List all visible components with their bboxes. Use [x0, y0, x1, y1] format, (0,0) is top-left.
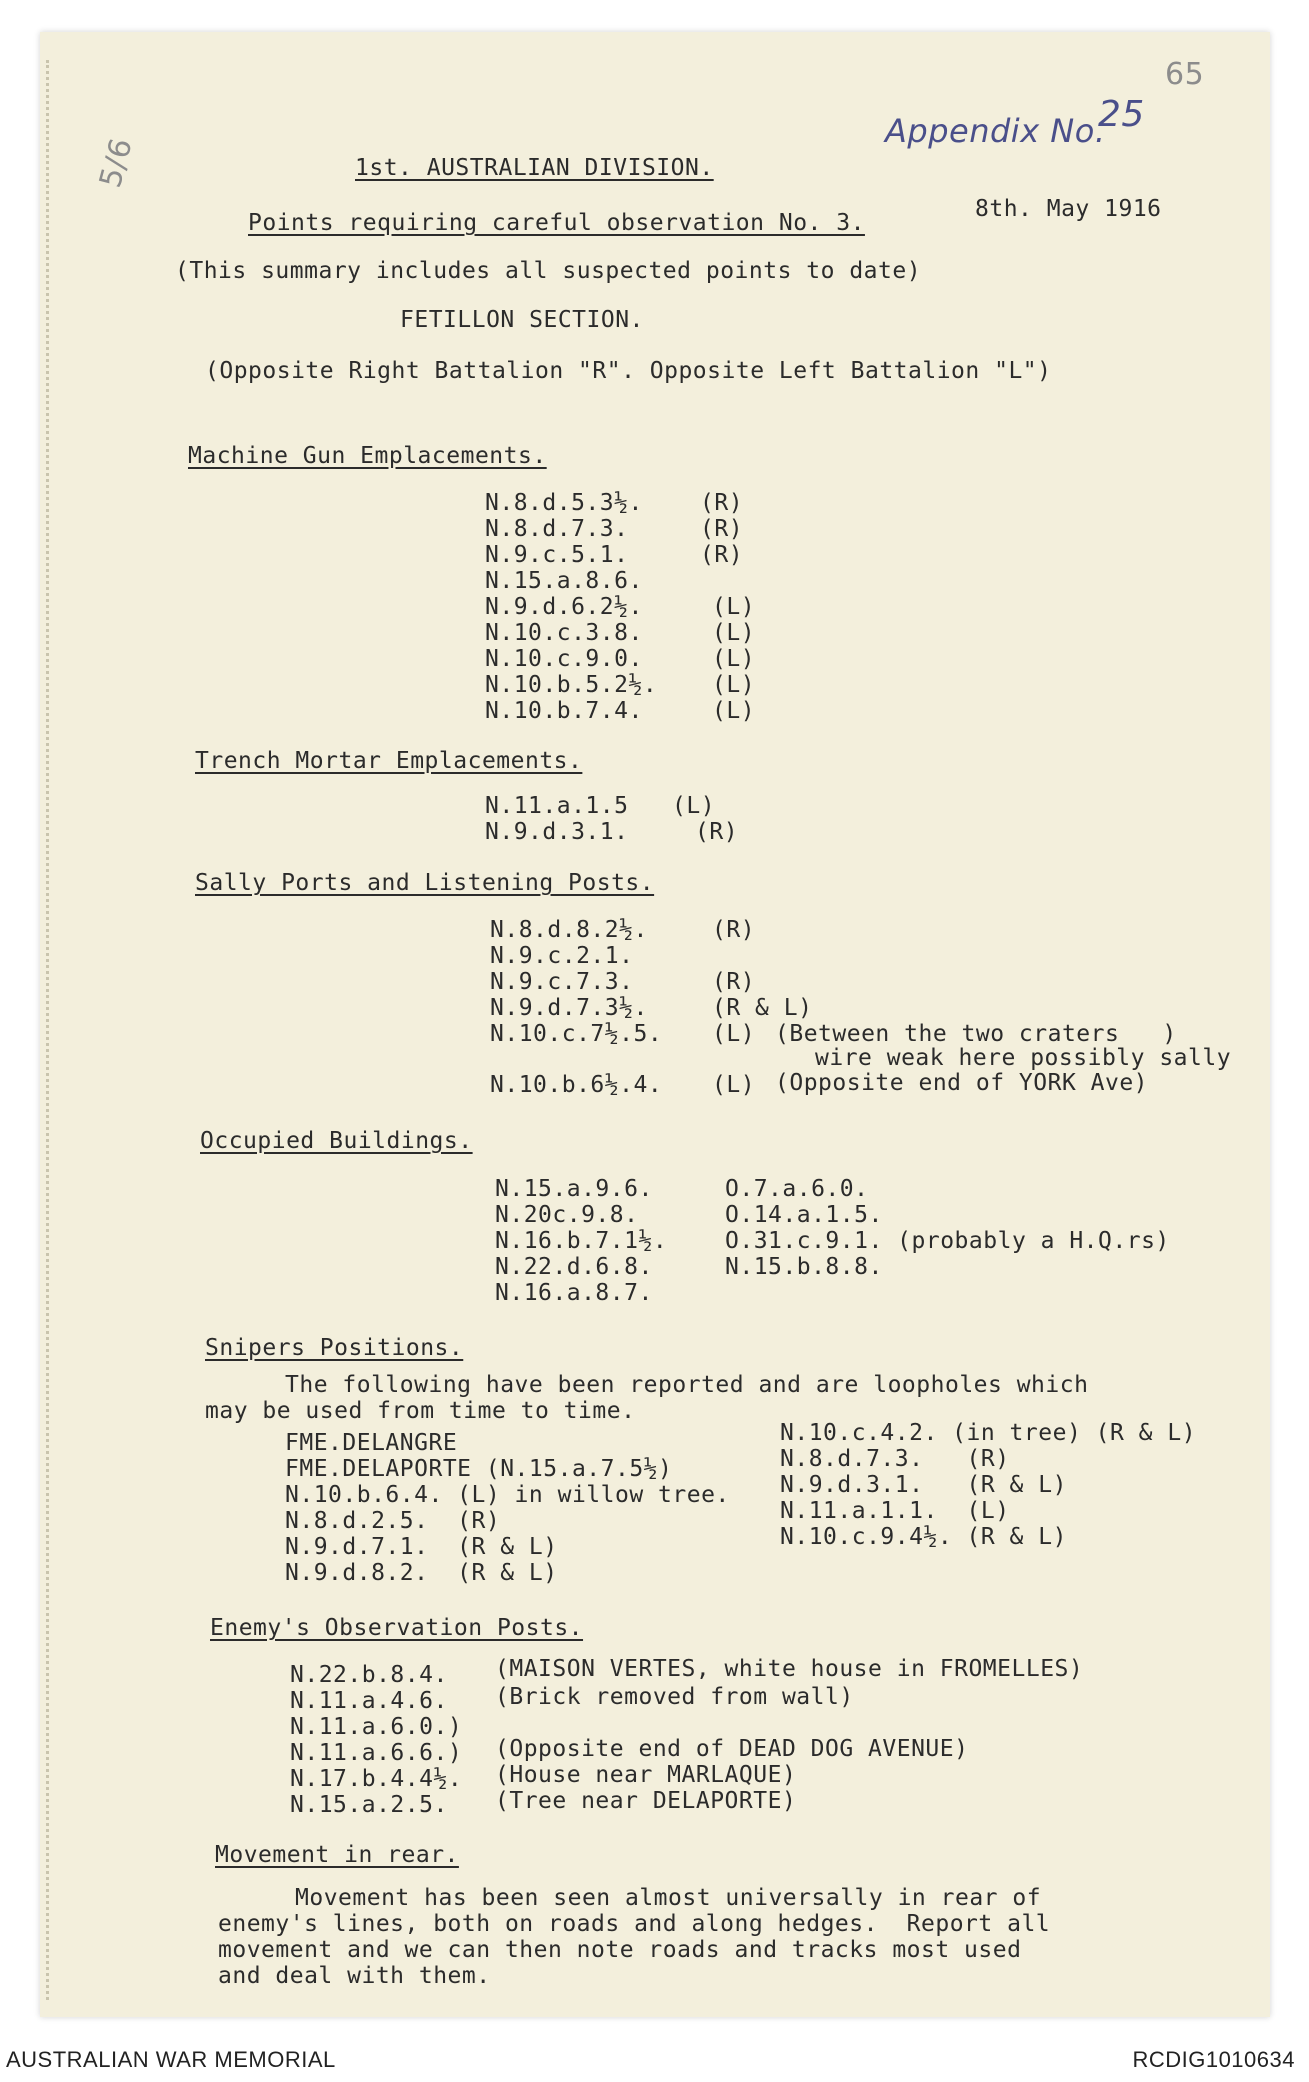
list-item: FME.DELANGRE	[285, 1430, 458, 1456]
list-item: N.10.b.6½.4.	[490, 1072, 663, 1098]
section-title: FETILLON SECTION.	[400, 307, 644, 333]
list-item: N.8.d.8.2½.	[490, 917, 648, 943]
list-item: N.9.d.3.1.	[485, 819, 629, 845]
list-item: N.20c.9.8.	[495, 1202, 639, 1228]
list-item: N.10.b.5.2½.	[485, 672, 658, 698]
list-item: N.22.b.8.4.	[290, 1662, 448, 1688]
observation-posts-heading: Enemy's Observation Posts.	[210, 1615, 584, 1641]
list-item-side: (L)	[712, 594, 756, 620]
snipers-heading: Snipers Positions.	[205, 1335, 464, 1361]
page-number: 65	[1165, 57, 1205, 92]
list-item: O.31.c.9.1. (probably a H.Q.rs)	[725, 1228, 1170, 1254]
list-item: N.11.a.1.1. (L)	[780, 1498, 1010, 1524]
list-item: N.9.d.6.2½.	[485, 594, 643, 620]
list-item: N.15.a.9.6.	[495, 1176, 653, 1202]
division-title: 1st. AUSTRALIAN DIVISION.	[355, 155, 714, 181]
list-item: N.9.d.3.1. (R & L)	[780, 1472, 1067, 1498]
list-item-note: (Between the two craters )	[775, 1021, 1177, 1047]
movement-heading: Movement in rear.	[215, 1842, 459, 1868]
appendix-label: Appendix No.	[885, 112, 1106, 150]
list-item-note: (MAISON VERTES, white house in FROMELLES)	[495, 1656, 1084, 1682]
list-item: N.17.b.4.4½.	[290, 1766, 463, 1792]
list-item-side: (R)	[700, 542, 744, 568]
list-item-side: (R)	[712, 969, 756, 995]
list-item-note: (Opposite end of YORK Ave)	[775, 1070, 1149, 1096]
list-item: N.8.d.7.3.	[485, 516, 629, 542]
list-item: N.11.a.4.6.	[290, 1688, 448, 1714]
list-item: N.10.c.7½.5.	[490, 1021, 663, 1047]
list-item-side: (R)	[700, 516, 744, 542]
list-item: N.15.b.8.8.	[725, 1254, 883, 1280]
list-item: O.7.a.6.0.	[725, 1176, 869, 1202]
footer-source: AUSTRALIAN WAR MEMORIAL	[6, 2047, 336, 2072]
list-item: N.8.d.7.3. (R)	[780, 1446, 1010, 1472]
list-item: N.9.c.2.1.	[490, 943, 634, 969]
list-item: N.22.d.6.8.	[495, 1254, 653, 1280]
buildings-heading: Occupied Buildings.	[200, 1128, 473, 1154]
movement-line: movement and we can then note roads and tracks most used	[218, 1937, 1022, 1963]
list-item: N.10.b.7.4.	[485, 698, 643, 724]
list-item-side: (L)	[712, 698, 756, 724]
movement-line: Movement has been seen almost universally in rear of	[295, 1885, 1042, 1911]
list-item: O.14.a.1.5.	[725, 1202, 883, 1228]
list-item: N.9.d.7.1. (R & L)	[285, 1534, 558, 1560]
list-item: N.9.c.7.3.	[490, 969, 634, 995]
margin-note: 5/6	[93, 134, 140, 192]
list-item-side: (L)	[712, 646, 756, 672]
list-item: N.16.a.8.7.	[495, 1280, 653, 1306]
list-item: N.11.a.6.0.)	[290, 1714, 463, 1740]
movement-line: and deal with them.	[218, 1963, 491, 1989]
list-item-side: (R & L)	[712, 995, 813, 1021]
machine-gun-heading: Machine Gun Emplacements.	[188, 443, 547, 469]
opposite-note: (Opposite Right Battalion "R". Opposite Left Battalion "L")	[205, 358, 1052, 384]
list-item: N.8.d.2.5. (R)	[285, 1508, 501, 1534]
list-item: N.9.c.5.1.	[485, 542, 629, 568]
movement-line: enemy's lines, both on roads and along hedges. Report all	[218, 1911, 1051, 1937]
list-item: N.15.a.2.5.	[290, 1792, 448, 1818]
list-item: N.11.a.6.6.)	[290, 1740, 463, 1766]
document-title: Points requiring careful observation No. 3.	[248, 210, 865, 236]
summary-note: (This summary includes all suspected points to date)	[175, 258, 922, 284]
list-item-side: (R)	[712, 917, 756, 943]
list-item-side: (L)	[712, 672, 756, 698]
list-item: N.16.b.7.1½.	[495, 1228, 668, 1254]
sally-ports-heading: Sally Ports and Listening Posts.	[195, 870, 655, 896]
list-item-note: (Tree near DELAPORTE)	[495, 1788, 797, 1814]
footer-id: RCDIG1010634	[1132, 2047, 1295, 2072]
list-item: N.10.b.6.4. (L) in willow tree.	[285, 1482, 730, 1508]
appendix-number: 25	[1098, 94, 1145, 135]
list-item-side: (R)	[700, 490, 744, 516]
list-item-note: (Brick removed from wall)	[495, 1684, 854, 1710]
list-item: N.10.c.9.4½. (R & L)	[780, 1524, 1067, 1550]
list-item: N.9.d.8.2. (R & L)	[285, 1560, 558, 1586]
list-item-note: wire weak here possibly sally	[815, 1045, 1232, 1071]
list-item-side: (L)	[712, 1021, 756, 1047]
list-item: N.9.d.7.3½.	[490, 995, 648, 1021]
list-item: N.10.c.3.8.	[485, 620, 643, 646]
list-item-note: (House near MARLAQUE)	[495, 1762, 797, 1788]
list-item-side: (L)	[672, 793, 716, 819]
document-date: 8th. May 1916	[975, 196, 1162, 222]
perforated-edge	[46, 60, 55, 2000]
trench-mortar-heading: Trench Mortar Emplacements.	[195, 748, 583, 774]
list-item: N.11.a.1.5	[485, 793, 629, 819]
list-item-side: (L)	[712, 620, 756, 646]
snipers-intro: The following have been reported and are loopholes which	[285, 1372, 1089, 1398]
list-item: N.8.d.5.3½.	[485, 490, 643, 516]
list-item-note: (Opposite end of DEAD DOG AVENUE)	[495, 1736, 969, 1762]
list-item: N.10.c.9.0.	[485, 646, 643, 672]
list-item-side: (L)	[712, 1072, 756, 1098]
list-item: FME.DELAPORTE (N.15.a.7.5½)	[285, 1456, 673, 1482]
snipers-intro: may be used from time to time.	[205, 1398, 636, 1424]
list-item: N.15.a.8.6.	[485, 568, 643, 594]
list-item-side: (R)	[695, 819, 739, 845]
list-item: N.10.c.4.2. (in tree) (R & L)	[780, 1420, 1197, 1446]
